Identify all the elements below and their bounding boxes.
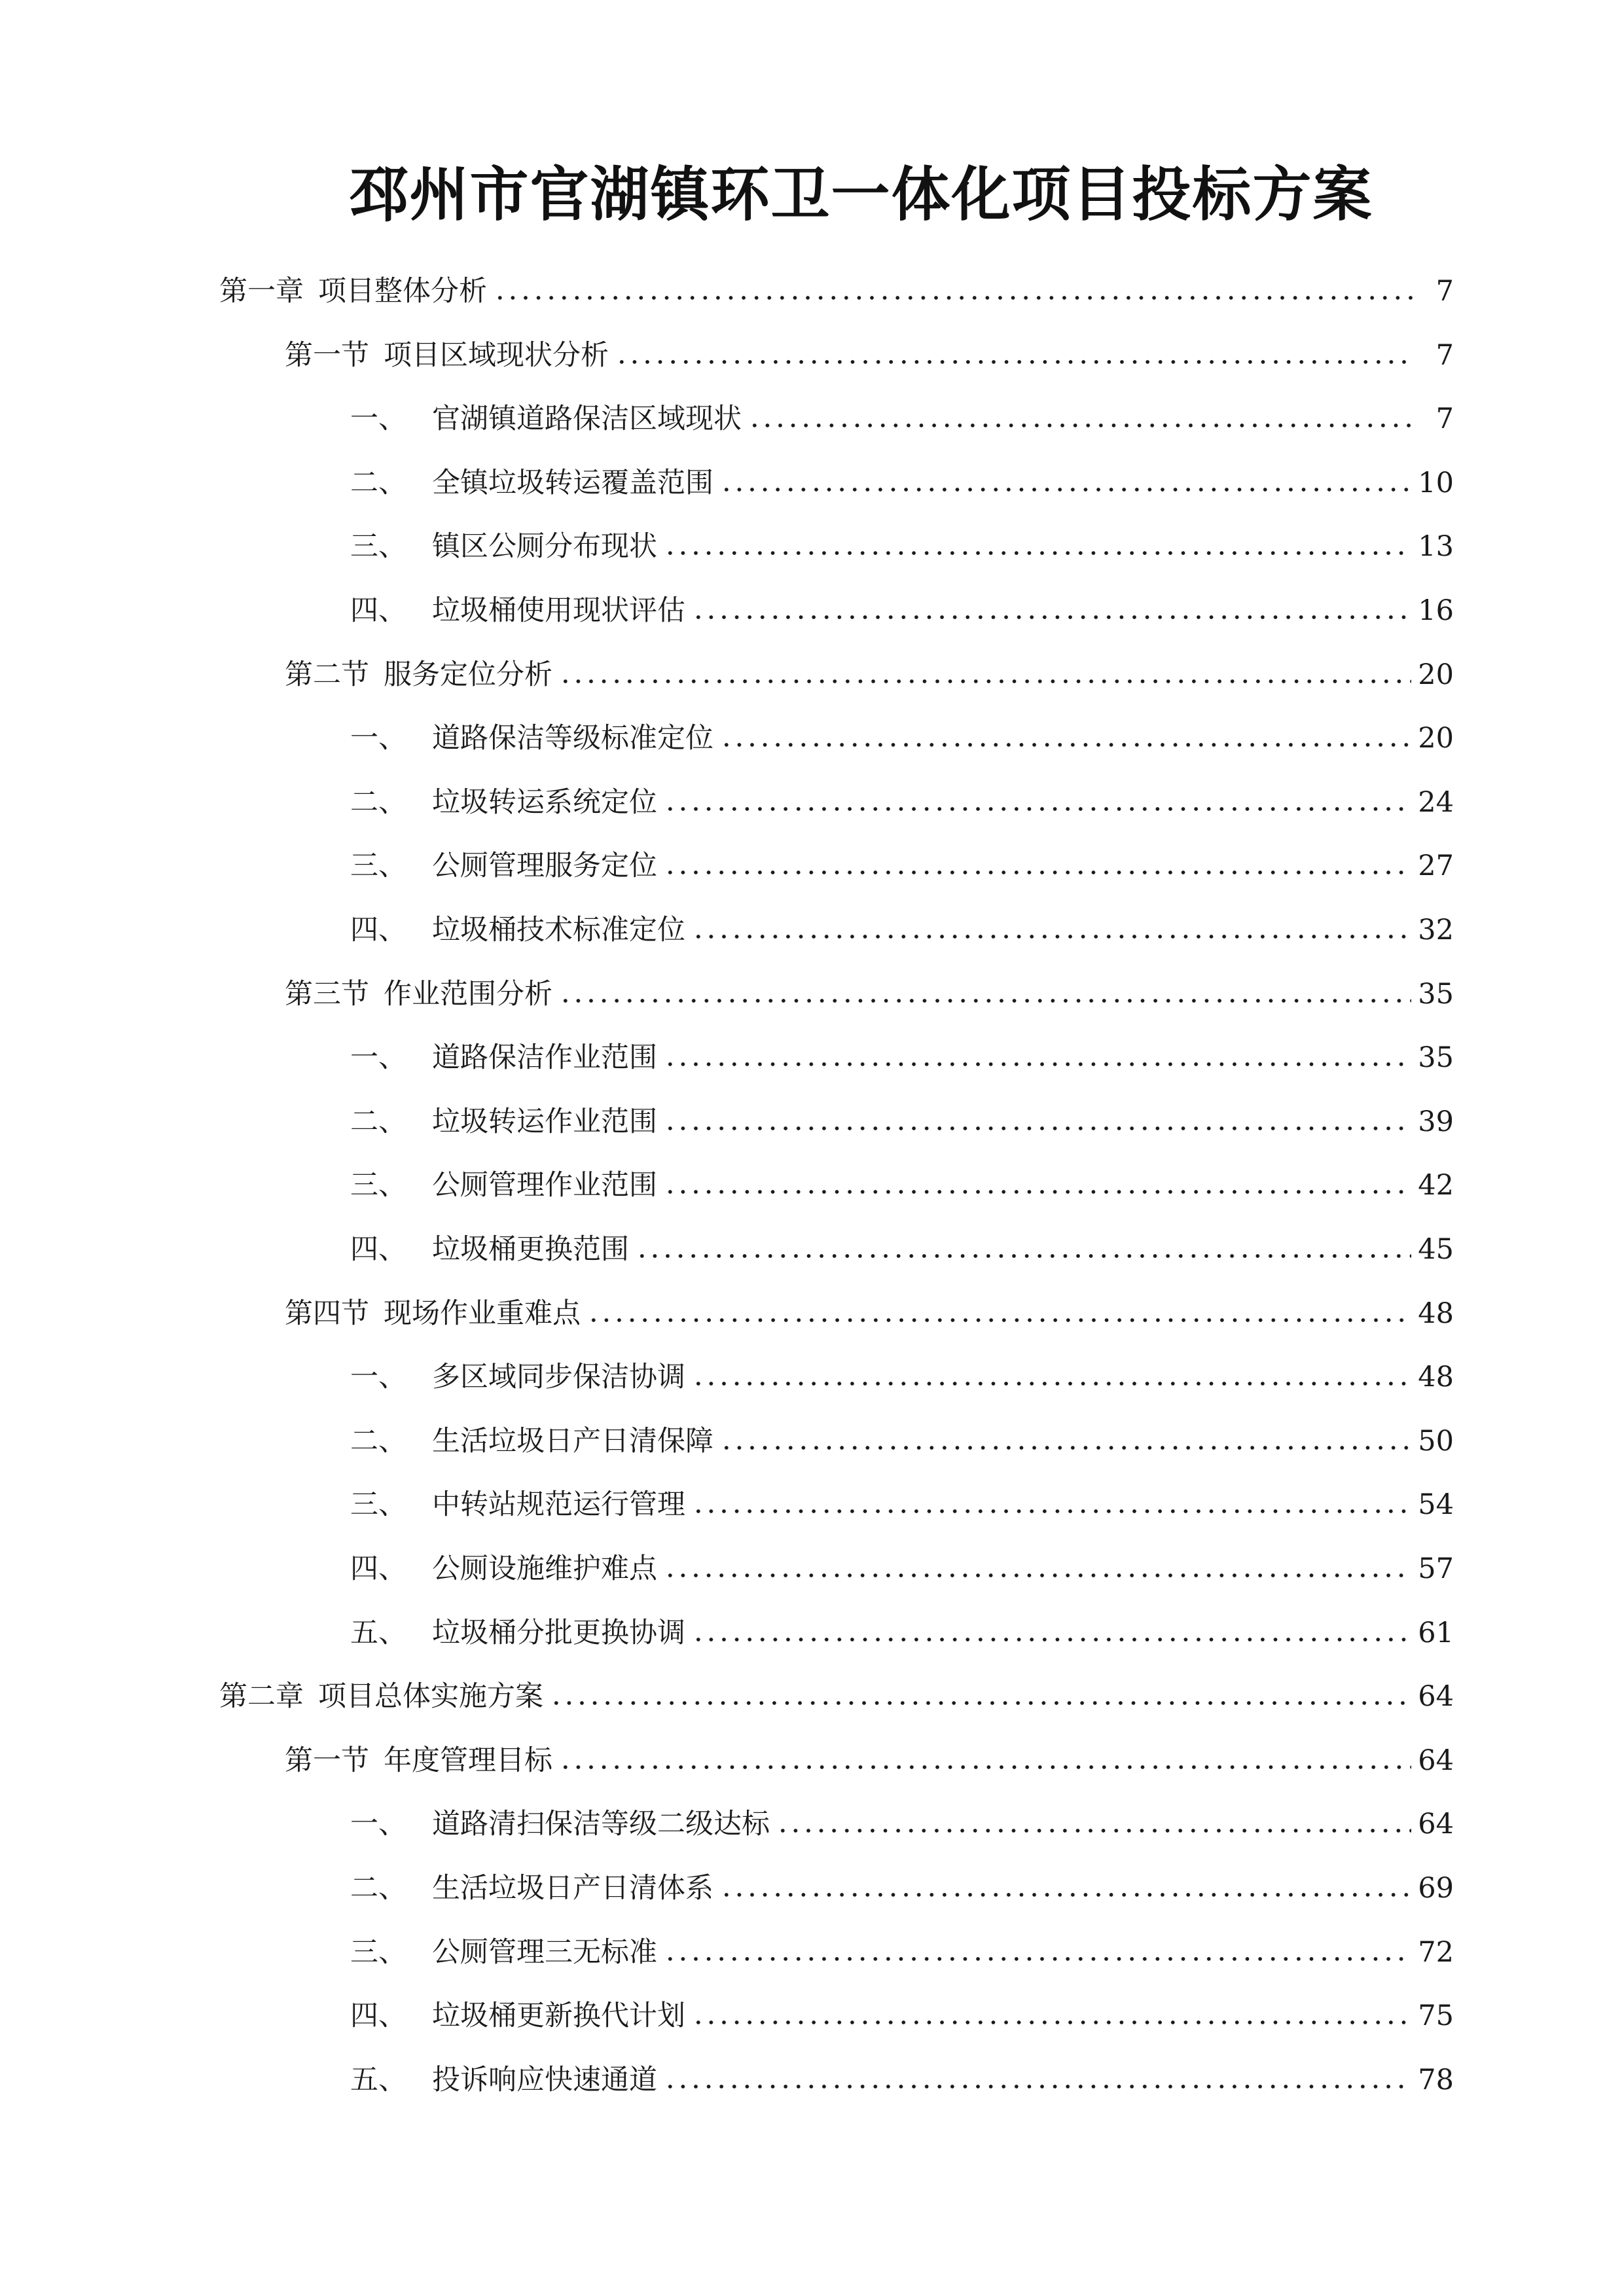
toc-entry[interactable] bbox=[350, 1166, 1454, 1205]
toc-entry-title: 官湖镇道路保洁区域现状 bbox=[432, 403, 742, 436]
toc-dot-leader bbox=[615, 358, 1415, 366]
toc-dot-leader bbox=[494, 294, 1415, 302]
toc-page-number: 54 bbox=[1418, 1488, 1454, 1522]
toc-entry-number: 三、 bbox=[350, 1935, 406, 1969]
toc-page-number: 10 bbox=[1418, 466, 1454, 499]
toc-entry-title: 中转站规范运行管理 bbox=[432, 1488, 685, 1522]
toc-entry-title: 公厕设施维护难点 bbox=[432, 1552, 657, 1585]
toc-page-number: 57 bbox=[1418, 1552, 1454, 1585]
toc-page-number: 64 bbox=[1418, 1808, 1454, 1841]
toc-entry-number: 二、 bbox=[350, 1424, 406, 1458]
toc-entry[interactable] bbox=[285, 1741, 1454, 1780]
toc-page-number: 69 bbox=[1418, 1872, 1454, 1905]
toc-dot-leader bbox=[664, 1955, 1411, 1963]
toc-entry-title: 投诉响应快速通道 bbox=[432, 2063, 657, 2096]
toc-dot-leader bbox=[664, 1188, 1411, 1196]
toc-dot-leader bbox=[550, 1699, 1411, 1707]
toc-page-number: 13 bbox=[1418, 530, 1454, 564]
toc-page-number: 50 bbox=[1418, 1424, 1454, 1458]
toc-entry-number: 三、 bbox=[350, 530, 406, 564]
toc-page-number: 35 bbox=[1418, 1041, 1454, 1075]
toc-entry-number: 三、 bbox=[350, 1488, 406, 1522]
toc-entry-number: 一、 bbox=[350, 722, 406, 755]
toc-page-number: 78 bbox=[1418, 2063, 1454, 2096]
toc-dot-leader bbox=[664, 2083, 1411, 2090]
toc-dot-leader bbox=[664, 1124, 1411, 1132]
toc-page-number: 32 bbox=[1418, 914, 1454, 946]
toc-page-number: 45 bbox=[1418, 1233, 1454, 1266]
toc-page-number: 64 bbox=[1418, 1744, 1454, 1777]
toc-entry[interactable] bbox=[285, 336, 1454, 375]
toc-dot-leader bbox=[587, 1316, 1411, 1324]
toc-entry-title: 镇区公厕分布现状 bbox=[432, 530, 657, 564]
toc-entry[interactable] bbox=[285, 975, 1454, 1014]
toc-page-number: 75 bbox=[1418, 2000, 1454, 2033]
toc-entry[interactable] bbox=[219, 272, 1454, 311]
toc-entry[interactable] bbox=[219, 1677, 1454, 1716]
toc-entry-title: 全镇垃圾转运覆盖范围 bbox=[432, 466, 713, 499]
toc-page-number: 48 bbox=[1418, 1297, 1454, 1330]
toc-dot-leader bbox=[664, 1571, 1411, 1579]
toc-entry[interactable] bbox=[350, 1804, 1454, 1844]
toc-entry-number: 第四节 bbox=[285, 1297, 369, 1330]
toc-entry-title: 道路保洁等级标准定位 bbox=[432, 722, 713, 755]
toc-entry[interactable] bbox=[285, 655, 1454, 694]
toc-dot-leader bbox=[720, 1891, 1411, 1899]
toc-page-number: 48 bbox=[1418, 1361, 1454, 1394]
toc-page-number: 61 bbox=[1418, 1616, 1454, 1649]
toc-entry-title: 公厕管理三无标准 bbox=[432, 1935, 657, 1969]
document-title: 邳州市官湖镇环卫一体化项目投标方案 bbox=[349, 160, 1373, 229]
toc-entry[interactable] bbox=[350, 1549, 1454, 1588]
toc-entry-number: 一、 bbox=[350, 403, 406, 436]
toc-dot-leader bbox=[692, 2018, 1411, 2026]
toc-entry-title: 服务定位分析 bbox=[384, 658, 552, 691]
toc-page-number: 72 bbox=[1418, 1935, 1454, 1969]
toc-dot-leader bbox=[720, 1444, 1411, 1452]
toc-entry[interactable] bbox=[350, 1038, 1454, 1077]
toc-entry[interactable] bbox=[350, 910, 1454, 950]
toc-dot-leader bbox=[720, 741, 1411, 749]
toc-entry[interactable] bbox=[350, 846, 1454, 886]
toc-entry[interactable] bbox=[350, 1613, 1454, 1653]
toc-entry-number: 四、 bbox=[350, 1233, 406, 1266]
toc-entry[interactable] bbox=[350, 399, 1454, 439]
toc-entry-title: 作业范围分析 bbox=[384, 977, 552, 1011]
toc-dot-leader bbox=[692, 613, 1411, 621]
toc-entry-title: 项目区域现状分析 bbox=[384, 338, 609, 372]
toc-dot-leader bbox=[559, 677, 1411, 685]
toc-page-number: 7 bbox=[1435, 275, 1454, 308]
toc-entry-title: 多区域同步保洁协调 bbox=[432, 1361, 685, 1394]
toc-entry-number: 一、 bbox=[350, 1808, 406, 1841]
toc-dot-leader bbox=[692, 933, 1411, 941]
toc-entry-title: 垃圾转运系统定位 bbox=[432, 785, 657, 819]
toc-dot-leader bbox=[692, 1636, 1411, 1643]
toc-entry-number: 二、 bbox=[350, 1105, 406, 1138]
toc-entry[interactable] bbox=[350, 463, 1454, 503]
toc-entry-title: 生活垃圾日产日清体系 bbox=[432, 1872, 713, 1905]
toc-entry-number: 四、 bbox=[350, 594, 406, 627]
toc-page-number: 39 bbox=[1418, 1105, 1454, 1138]
toc-page-number: 27 bbox=[1418, 850, 1454, 883]
toc-entry-title: 垃圾桶更换范围 bbox=[432, 1233, 629, 1266]
toc-entry[interactable] bbox=[285, 1294, 1454, 1333]
toc-entry-number: 第一章 bbox=[219, 275, 304, 308]
toc-entry-number: 五、 bbox=[350, 1616, 406, 1649]
toc-entry[interactable] bbox=[350, 527, 1454, 566]
toc-entry[interactable] bbox=[350, 1102, 1454, 1141]
toc-entry-title: 垃圾桶使用现状评估 bbox=[432, 594, 685, 627]
toc-dot-leader bbox=[664, 549, 1411, 557]
toc-page-number: 7 bbox=[1435, 338, 1454, 372]
toc-entry[interactable] bbox=[350, 1933, 1454, 1972]
toc-entry-number: 第一节 bbox=[285, 1744, 369, 1777]
toc-dot-leader bbox=[692, 1380, 1411, 1388]
toc-dot-leader bbox=[748, 422, 1415, 429]
toc-entry-title: 道路保洁作业范围 bbox=[432, 1041, 657, 1075]
toc-entry-number: 三、 bbox=[350, 850, 406, 883]
toc-entry-title: 年度管理目标 bbox=[384, 1744, 552, 1777]
toc-entry[interactable] bbox=[350, 1230, 1454, 1269]
toc-entry[interactable] bbox=[350, 783, 1454, 822]
toc-entry-title: 项目总体实施方案 bbox=[318, 1680, 543, 1713]
toc-entry-title: 项目整体分析 bbox=[318, 275, 487, 308]
toc-dot-leader bbox=[664, 869, 1411, 876]
toc-entry[interactable] bbox=[350, 1357, 1454, 1397]
toc-entry-number: 第二节 bbox=[285, 658, 369, 691]
toc-page-number: 24 bbox=[1418, 785, 1454, 819]
toc-dot-leader bbox=[776, 1827, 1411, 1835]
toc-page-number: 20 bbox=[1418, 658, 1454, 691]
toc-entry-number: 四、 bbox=[350, 2000, 406, 2033]
toc-dot-leader bbox=[636, 1252, 1411, 1260]
toc-entry-title: 垃圾桶更新换代计划 bbox=[432, 2000, 685, 2033]
toc-page-number: 16 bbox=[1418, 594, 1454, 627]
toc-entry-number: 二、 bbox=[350, 466, 406, 499]
toc-entry-title: 生活垃圾日产日清保障 bbox=[432, 1424, 713, 1458]
toc-entry-title: 垃圾转运作业范围 bbox=[432, 1105, 657, 1138]
toc-entry-title: 公厕管理作业范围 bbox=[432, 1169, 657, 1202]
toc-entry-number: 五、 bbox=[350, 2063, 406, 2096]
toc-page-number: 64 bbox=[1418, 1680, 1454, 1713]
toc-entry-title: 道路清扫保洁等级二级达标 bbox=[432, 1808, 770, 1841]
toc-dot-leader bbox=[664, 805, 1411, 813]
toc-dot-leader bbox=[559, 1763, 1411, 1771]
toc-entry-title: 垃圾桶技术标准定位 bbox=[432, 914, 685, 946]
toc-page-number: 20 bbox=[1418, 722, 1454, 755]
toc-entry-title: 公厕管理服务定位 bbox=[432, 850, 657, 883]
toc-dot-leader bbox=[664, 1060, 1411, 1068]
toc-entry[interactable] bbox=[350, 1996, 1454, 2036]
toc-entry[interactable] bbox=[350, 1869, 1454, 1908]
toc-entry-number: 一、 bbox=[350, 1361, 406, 1394]
toc-entry[interactable] bbox=[350, 719, 1454, 758]
toc-entry-number: 第一节 bbox=[285, 338, 369, 372]
toc-dot-leader bbox=[559, 997, 1411, 1005]
toc-entry-title: 现场作业重难点 bbox=[384, 1297, 581, 1330]
toc-entry-number: 三、 bbox=[350, 1169, 406, 1202]
toc-entry[interactable] bbox=[350, 2060, 1454, 2100]
toc-entry-number: 四、 bbox=[350, 914, 406, 946]
toc-entry-title: 垃圾桶分批更换协调 bbox=[432, 1616, 685, 1649]
toc-entry-number: 一、 bbox=[350, 1041, 406, 1075]
toc-dot-leader bbox=[720, 486, 1411, 493]
toc-dot-leader bbox=[692, 1507, 1411, 1515]
toc-entry[interactable] bbox=[350, 591, 1454, 630]
toc-entry-number: 第三节 bbox=[285, 977, 369, 1011]
toc-entry-number: 二、 bbox=[350, 785, 406, 819]
toc-entry-number: 第二章 bbox=[219, 1680, 304, 1713]
toc-page-number: 7 bbox=[1435, 403, 1454, 436]
toc-entry[interactable] bbox=[350, 1422, 1454, 1461]
toc-entry-number: 四、 bbox=[350, 1552, 406, 1585]
toc-page-number: 42 bbox=[1418, 1169, 1454, 1202]
toc-entry[interactable] bbox=[350, 1485, 1454, 1524]
toc-entry-number: 二、 bbox=[350, 1872, 406, 1905]
toc-page-number: 35 bbox=[1418, 977, 1454, 1011]
